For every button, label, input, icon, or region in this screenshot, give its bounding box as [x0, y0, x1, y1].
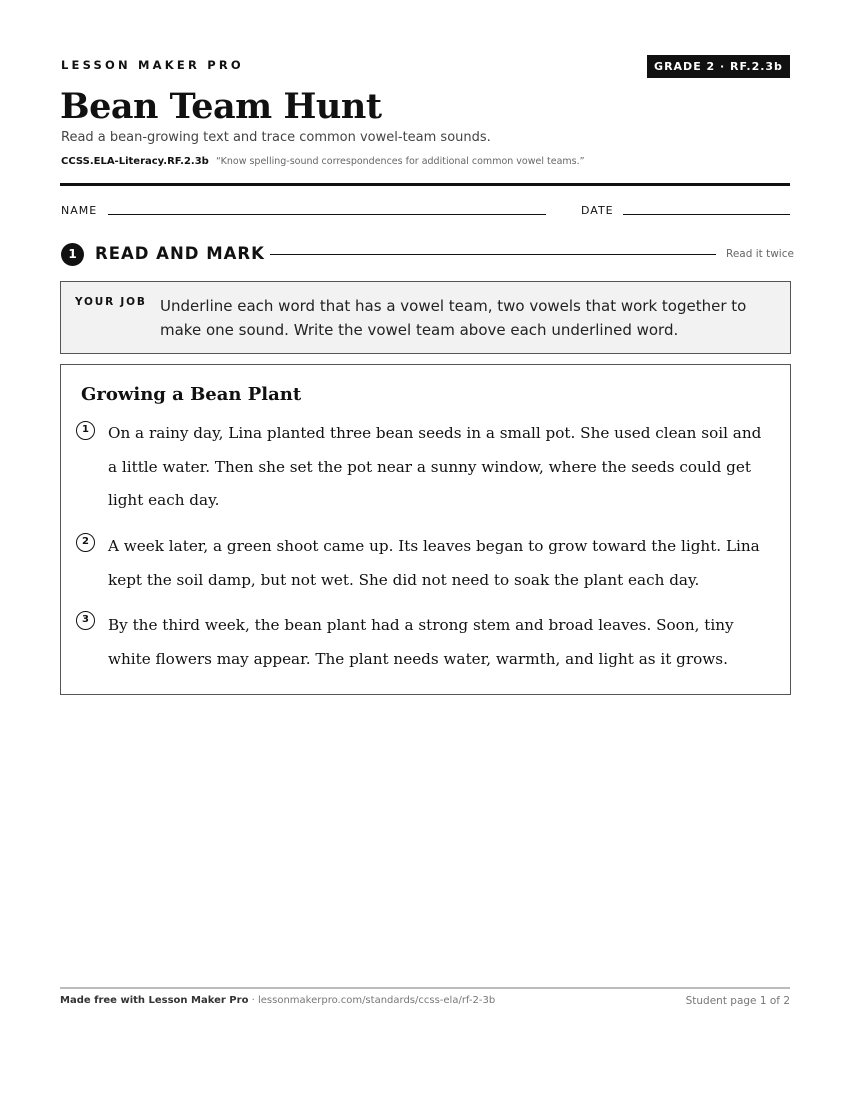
paragraph-1[interactable]: On a rainy day, Lina planted three bean seeds in a small pot. She used clean soil and a little water. Then she set the pot near a sunny window, where the seeds could get light each day. — [108, 424, 762, 509]
instructions-box — [60, 281, 791, 354]
reading-passage — [60, 364, 791, 695]
standard-code: CCSS.ELA-Literacy.RF.2.3b — [61, 156, 209, 167]
paragraph-number-3: 3 — [76, 611, 95, 630]
section-title: READ AND MARK — [95, 244, 265, 263]
section-divider — [270, 254, 716, 255]
date-label: DATE — [581, 204, 614, 217]
footer-url[interactable]: · lessonmakerpro.com/standards/ccss-ela/rf-2-3b — [248, 995, 496, 1006]
section-note: Read it twice — [726, 248, 794, 260]
worksheet-title: Bean Team Hunt — [60, 86, 382, 127]
instructions-text: Underline each word that has a vowel team, two vowels that work together to make one sound. Write the vowel team above each underlined word. — [160, 297, 747, 339]
name-field[interactable] — [108, 214, 546, 215]
grade-badge: GRADE 2 · RF.2.3b — [647, 55, 790, 78]
paragraph-number-2: 2 — [76, 533, 95, 552]
date-field[interactable] — [623, 214, 790, 215]
paragraph-2[interactable]: A week later, a green shoot came up. Its leaves began to grow toward the light. Lina kept the soil damp, but not wet. She did not need to soak the plant each day. — [108, 537, 760, 589]
footer-credit — [60, 995, 495, 1006]
worksheet-subtitle: Read a bean-growing text and trace common vowel-team sounds. — [61, 130, 491, 145]
standard-row — [61, 156, 585, 167]
paragraph-3[interactable]: By the third week, the bean plant had a strong stem and broad leaves. Soon, tiny white flowers may appear. The plant needs water, warmth, and light as it grows. — [108, 616, 734, 668]
page-indicator: Student page 1 of 2 — [685, 995, 790, 1007]
paragraph-number-1: 1 — [76, 421, 95, 440]
instructions-label: YOUR JOB — [75, 296, 147, 308]
standard-quote: “Know spelling-sound correspondences for additional common vowel teams.” — [216, 156, 585, 167]
header-divider — [60, 183, 790, 186]
name-label: NAME — [61, 204, 98, 217]
passage-title: Growing a Bean Plant — [81, 384, 302, 405]
brand-name: LESSON MAKER PRO — [61, 58, 244, 72]
footer-divider — [60, 987, 790, 989]
footer-made-with: Made free with Lesson Maker Pro — [60, 995, 249, 1006]
section-number-badge: 1 — [61, 243, 84, 266]
